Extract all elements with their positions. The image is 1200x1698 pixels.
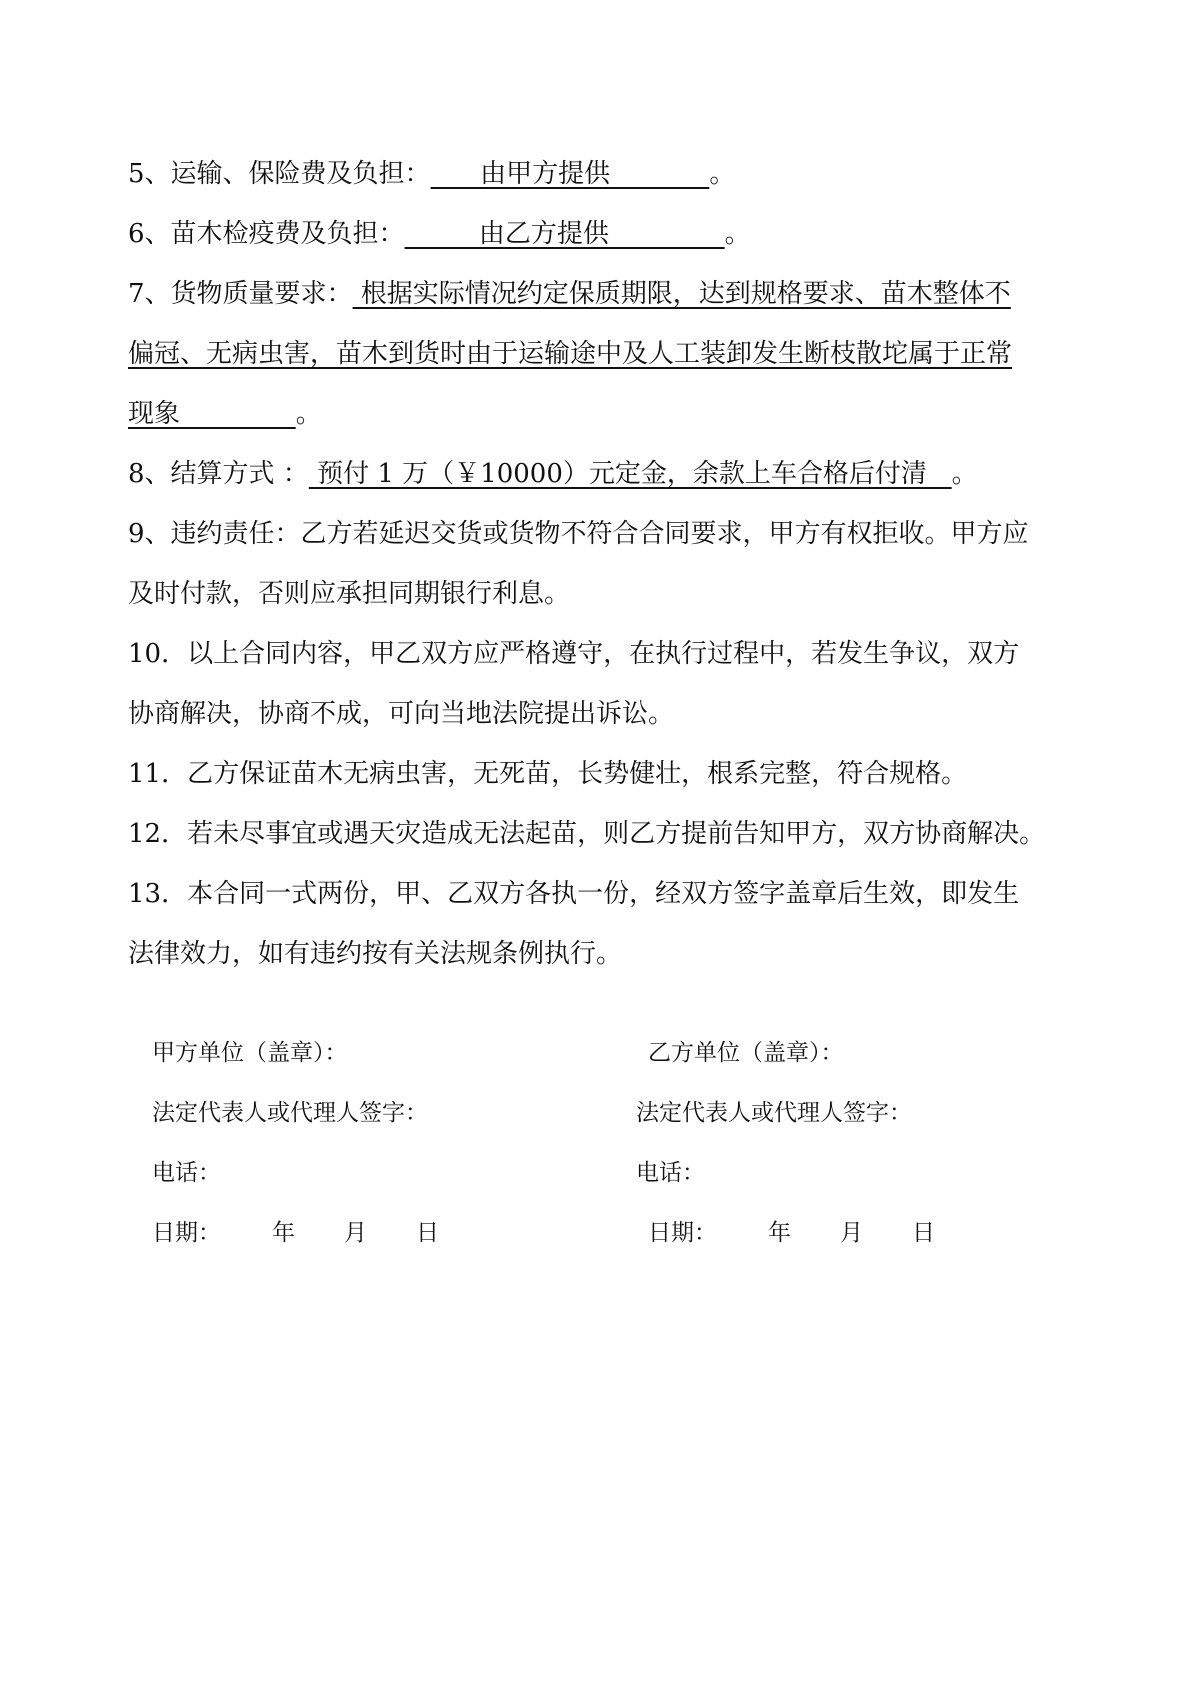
clause-7-line2	[128, 337, 1088, 371]
party-b-unit: 乙方单位（盖章）：	[648, 1040, 844, 1066]
clause-5-value: 由甲方提供	[430, 159, 710, 189]
party-b-date-label: 日期：	[648, 1220, 717, 1246]
clause-7-end: 。	[295, 399, 322, 429]
clause-8-label: 8、结算方式 ：	[128, 459, 309, 489]
clause-6-value: 由乙方提供	[404, 219, 725, 249]
party-b-date-month: 月	[840, 1220, 863, 1246]
clause-7-label: 7、货物质量要求：	[128, 279, 353, 309]
party-a-unit: 甲方单位（盖章）：	[152, 1040, 348, 1066]
clause-9-line2: 及时付款，否则应承担同期银行利息。	[128, 579, 571, 609]
party-a-date-day: 日	[416, 1220, 439, 1246]
party-a-date-label: 日期：	[152, 1220, 221, 1246]
clause-7-line1	[128, 277, 1088, 311]
party-a-phone: 电话：	[152, 1160, 221, 1186]
party-b-date-day: 日	[912, 1220, 935, 1246]
clause-10-line2: 协商解决，协商不成，可向当地法院提出诉讼。	[128, 699, 675, 729]
clause-5	[128, 157, 1088, 191]
party-b-phone: 电话：	[636, 1160, 705, 1186]
clause-11: 11．乙方保证苗木无病虫害，无死苗，长势健壮，根系完整，符合规格。	[128, 759, 968, 789]
clause-6-label: 6、苗木检疫费及负担：	[128, 219, 405, 249]
clause-7-value-2: 偏冠、无病虫害，苗木到货时由于运输途中及人工装卸发生断枝散坨属于正常	[128, 339, 1013, 369]
party-a-representative: 法定代表人或代理人签字：	[152, 1100, 428, 1126]
clause-6	[128, 217, 1088, 251]
clause-13-line2: 法律效力，如有违约按有关法规条例执行。	[128, 939, 623, 969]
party-b-representative: 法定代表人或代理人签字：	[636, 1100, 912, 1126]
clause-8-value: 预付 1 万（￥10000）元定金，余款上车合格后付清	[308, 459, 952, 489]
clause-13-line1: 13．本合同一式两份，甲、乙双方各执一份，经双方签字盖章后生效，即发生	[128, 879, 1020, 909]
party-a-date-year: 年	[272, 1220, 295, 1246]
clause-9-line1: 9、违约责任：乙方若延迟交货或货物不符合合同要求，甲方有权拒收。甲方应	[128, 519, 1029, 549]
clause-5-label: 5、运输、保险费及负担：	[128, 159, 431, 189]
clause-8-end: 。	[951, 459, 978, 489]
clause-8	[128, 457, 1088, 491]
clause-10-line1: 10．以上合同内容，甲乙双方应严格遵守，在执行过程中，若发生争议，双方	[128, 639, 1020, 669]
clause-12: 12．若未尽事宜或遇天灾造成无法起苗，则乙方提前告知甲方，双方协商解决。	[128, 819, 1046, 849]
clause-7-line3	[128, 397, 1088, 431]
party-b-date-year: 年	[768, 1220, 791, 1246]
party-a-date-month: 月	[344, 1220, 367, 1246]
clause-6-end: 。	[724, 219, 751, 249]
clause-7-value-1: 根据实际情况约定保质期限，达到规格要求、苗木整体不	[352, 279, 1011, 309]
clause-7-value-3: 现象	[128, 399, 296, 429]
clause-5-end: 。	[709, 159, 736, 189]
